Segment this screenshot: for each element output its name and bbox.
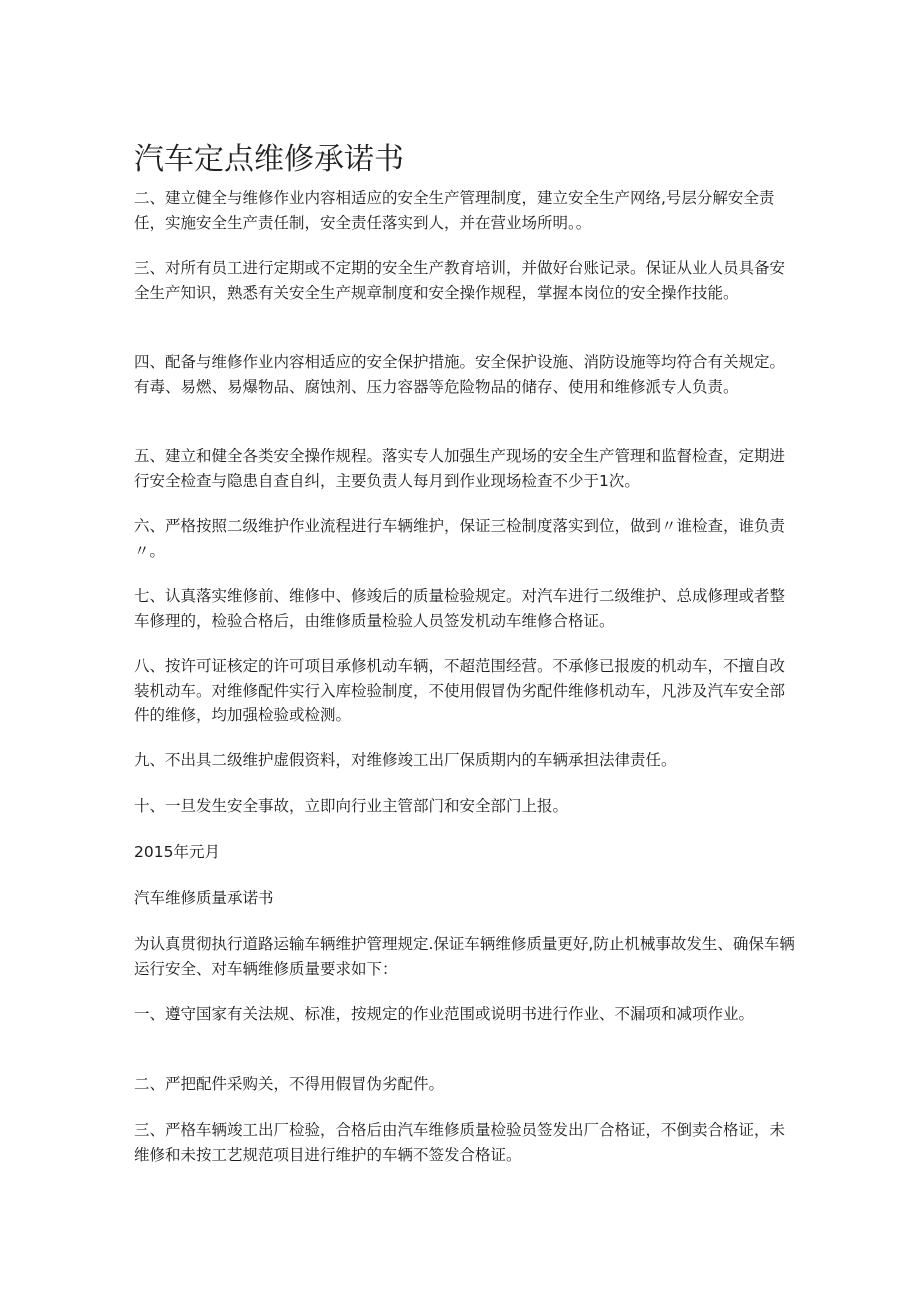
paragraph-quality-intro: 为认真贯彻执行道路运输车辆维护管理规定.保证车辆维修质量更好,防止机械事故发生、确保车辆运行安全、对车辆维修质量要求如下： <box>134 935 795 978</box>
paragraph-safety-training: 三、对所有员工进行定期或不定期的安全生产教育培训，并做好台账记录。保证从业人员具备安全生产知识，熟悉有关安全生产规章制度和安全操作规程，掌握本岗位的安全操作技能。 <box>134 259 786 302</box>
paragraph-exit-inspection: 三、严格车辆竣工出厂检验，合格后由汽车维修质量检验员签发出厂合格证，不倒卖合格证，未维修和未按工艺规范项目进行维护的车辆不签发合格证。 <box>134 1121 786 1164</box>
paragraph-no-false-records: 九、不出具二级维护虚假资料，对维修竣工出厂保质期内的车辆承担法律责任。 <box>134 751 677 769</box>
paragraph-safety-measures: 四、配备与维修作业内容相适应的安全保护措施。安全保护设施、消防设施等均符合有关规定。有毒、易燃、易爆物品、腐蚀剂、压力容器等危险物品的储存、使用和维修派专人负责。 <box>134 353 786 396</box>
document-title: 汽车定点维修承诺书 <box>134 142 404 178</box>
paragraph-standards-compliance: 一、遵守国家有关法规、标准，按规定的作业范围或说明书进行作业、不漏项和减项作业。 <box>134 1005 755 1023</box>
paragraph-accident-reporting: 十、一旦发生安全事故，立即向行业主管部门和安全部门上报。 <box>134 797 569 815</box>
document-date: 2015年元月 <box>134 843 220 861</box>
paragraph-licensed-scope: 八、按许可证核定的许可项目承修机动车辆，不超范围经营。不承修已报废的机动车，不擅自改装机动车。对维修配件实行入库检验制度，不使用假冒伪劣配件维修机动车，凡涉及汽车安全部件的维修，均加强检验或检测。 <box>134 657 786 724</box>
paragraph-secondary-maintenance: 六、严格按照二级维护作业流程进行车辆维护，保证三检制度落实到位，做到〃谁检查，谁负责〃。 <box>134 517 786 560</box>
second-document-heading: 汽车维修质量承诺书 <box>134 889 274 907</box>
paragraph-parts-purchasing: 二、严把配件采购关，不得用假冒伪劣配件。 <box>134 1075 445 1093</box>
paragraph-safety-management: 二、建立健全与维修作业内容相适应的安全生产管理制度，建立安全生产网络,号层分解安全责任，实施安全生产责任制，安全责任落实到人，并在营业场所明。。 <box>134 189 775 232</box>
paragraph-quality-inspection: 七、认真落实维修前、维修中、修竣后的质量检验规定。对汽车进行二级维护、总成修理或者整车修理的，检验合格后，由维修质量检验人员签发机动车维修合格证。 <box>134 587 786 630</box>
paragraph-operating-rules: 五、建立和健全各类安全操作规程。落实专人加强生产现场的安全生产管理和监督检查，定期进行安全检查与隐患自查自纠，主要负责人每月到作业现场检查不少于1次。 <box>134 447 786 490</box>
